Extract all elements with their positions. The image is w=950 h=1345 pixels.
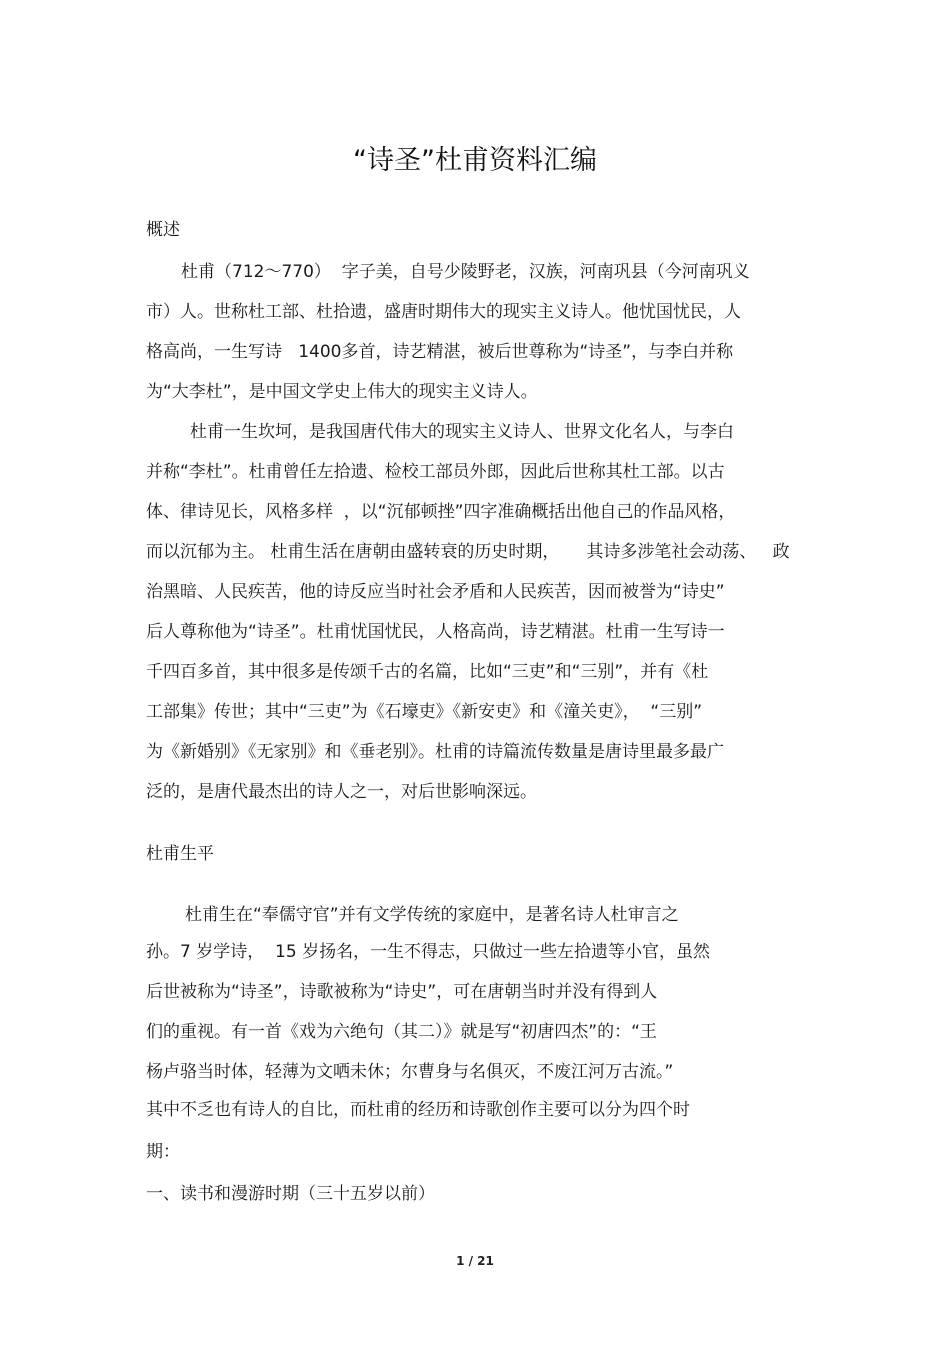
- paragraph-line: 后人尊称他为“诗圣”。杜甫忧国忧民，人格高尚，诗艺精湛。杜甫一生写诗一: [146, 622, 725, 642]
- paragraph-line: 格高尚，一生写诗 1400多首，诗艺精湛，被后世尊称为“诗圣”，与李白并称: [146, 342, 734, 362]
- paragraph-line: 们的重视。有一首《戏为六绝句（其二）》就是写“初唐四杰”的：“王: [146, 1022, 657, 1042]
- paragraph-line: 千四百多首，其中很多是传颂千古的名篇，比如“三吏”和“三别”，并有《杜: [146, 662, 709, 682]
- paragraph-line: 体、律诗见长，风格多样 ，以“沉郁顿挫”四字准确概括出他自己的作品风格，: [146, 502, 736, 522]
- subheading-period-1: 一、读书和漫游时期（三十五岁以前）: [146, 1184, 435, 1204]
- paragraph-line: 杜甫生在“奉儒守官”并有文学传统的家庭中，是著名诗人杜审言之: [185, 905, 679, 925]
- paragraph-line: 杜甫一生坎坷，是我国唐代伟大的现实主义诗人、世界文化名人，与李白: [190, 422, 734, 442]
- paragraph-line: 后世被称为“诗圣”，诗歌被称为“诗史”，可在唐朝当时并没有得到人: [146, 982, 658, 1002]
- paragraph-line: 并称“李杜”。杜甫曾任左拾遗、检校工部员外郎，因此后世称其杜工部。以古: [146, 462, 725, 482]
- paragraph-line: 市）人。世称杜工部、杜拾遗，盛唐时期伟大的现实主义诗人。他忧国忧民，人: [146, 302, 741, 322]
- paragraph-line: 杨卢骆当时体，轻薄为文哂未休；尔曹身与名俱灭，不废江河万古流。”: [146, 1062, 674, 1082]
- paragraph-line: 治黑暗、人民疾苦，他的诗反应当时社会矛盾和人民疾苦，因而被誉为“诗史”: [146, 582, 725, 602]
- paragraph-line: 泛的，是唐代最杰出的诗人之一，对后世影响深远。: [146, 782, 537, 802]
- section-heading-overview: 概述: [146, 220, 180, 240]
- paragraph-line: 期：: [146, 1142, 180, 1162]
- paragraph-line: 杜甫（712～770） 字子美，自号少陵野老，汉族，河南巩县（今河南巩义: [181, 262, 750, 282]
- paragraph-line: 为“大李杜”，是中国文学史上伟大的现实主义诗人。: [146, 382, 538, 402]
- paragraph-line: 工部集》传世；其中“三吏”为《石壕吏》《新安吏》和《潼关吏》， “三别”: [146, 702, 703, 722]
- paragraph-line: 而以沉郁为主。 杜甫生活在唐朝由盛转衰的历史时期， 其诗多涉笔社会动荡、 政: [146, 542, 790, 562]
- paragraph-line: 孙。7 岁学诗， 15 岁扬名，一生不得志，只做过一些左拾遗等小官，虽然: [146, 942, 711, 962]
- paragraph-line: 其中不乏也有诗人的自比，而杜甫的经历和诗歌创作主要可以分为四个时: [146, 1100, 690, 1120]
- document-title: “诗圣”杜甫资料汇编: [353, 145, 597, 176]
- paragraph-line: 为《新婚别》《无家别》和《垂老别》。杜甫的诗篇流传数量是唐诗里最多最广: [146, 742, 724, 762]
- section-heading-biography: 杜甫生平: [146, 844, 214, 864]
- page-number: 1 / 21: [456, 1254, 494, 1268]
